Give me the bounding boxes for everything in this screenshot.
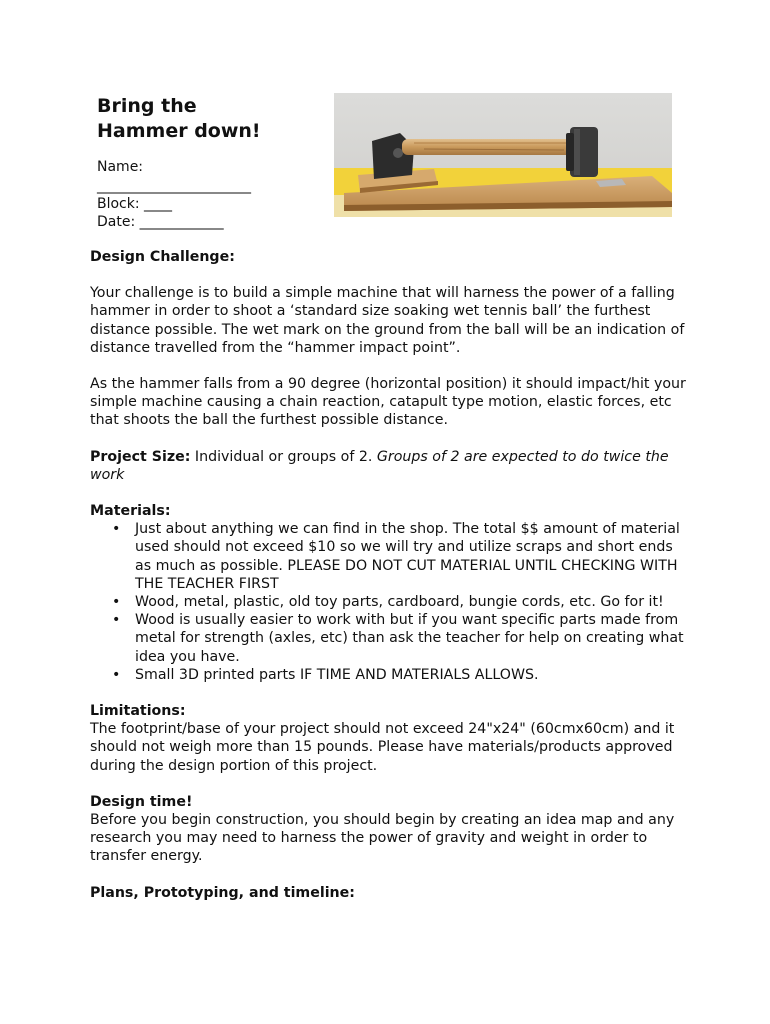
project-size-label: Project Size:	[90, 448, 191, 465]
design-time-heading: Design time!	[90, 793, 193, 810]
title-line-2: Hammer down!	[97, 120, 261, 142]
block-label: Block: ____	[97, 196, 173, 212]
design-time-text: Before you begin construction, you should begin by creating an idea map and any research you may need to harness the power of gravity and weight in order to transfer energy.	[90, 812, 675, 865]
list-item: • Wood, metal, plastic, old toy parts, cardboard, bungie cords, etc. Go for it!	[135, 593, 690, 611]
document-body	[90, 248, 690, 902]
title-line-1: Bring the	[97, 95, 197, 117]
name-line: ______________________	[97, 178, 251, 194]
limitations-text: The footprint/base of your project should not exceed 24"x24" (60cmx60cm) and it should not weigh more than 15 pounds. Please have materials/products approved during the design portion of this project.	[90, 721, 675, 774]
project-size-text: Individual or groups of 2.	[190, 448, 377, 465]
list-item: • Just about anything we can find in the shop. The total $$ amount of material used should not exceed $10 so we will try and utilize scraps and short ends as much as possible. PLEASE DO NOT CUT MATERIAL UNTIL CHECKING WITH THE TEACHER FIRST	[135, 520, 690, 593]
design-challenge-para-1: Your challenge is to build a simple machine that will harness the power of a falling hammer in order to shoot a ‘standard size soaking wet tennis ball’ the furthest distance possible. The wet mark on the ground from the ball will be an indication of distance travelled from the “hammer impact point”.	[90, 285, 685, 356]
name-label: Name:	[97, 159, 144, 175]
limitations-heading: Limitations:	[90, 703, 186, 720]
hammer-device-photo	[334, 93, 672, 217]
project-size	[90, 448, 690, 484]
date-label: Date: ____________	[97, 214, 224, 230]
design-challenge-heading: Design Challenge:	[90, 249, 235, 265]
design-challenge-para-2: As the hammer falls from a 90 degree (horizontal position) it should impact/hit your simple machine causing a chain reaction, catapult type motion, elastic forces, etc that shoots the ball the furthest possible distance.	[90, 376, 686, 429]
materials-heading: Materials:	[90, 503, 171, 520]
materials-list	[90, 520, 690, 684]
list-item: • Small 3D printed parts IF TIME AND MATERIALS ALLOWS.	[135, 666, 690, 684]
plans-heading: Plans, Prototyping, and timeline:	[90, 884, 355, 901]
page-title	[97, 94, 317, 144]
list-item: • Wood is usually easier to work with but if you want specific parts made from metal for strength (axles, etc) than ask the teacher for help on creating what idea you have.	[135, 611, 690, 666]
project-size-italic: Groups of 2 are expected to do twice the work	[90, 448, 669, 483]
